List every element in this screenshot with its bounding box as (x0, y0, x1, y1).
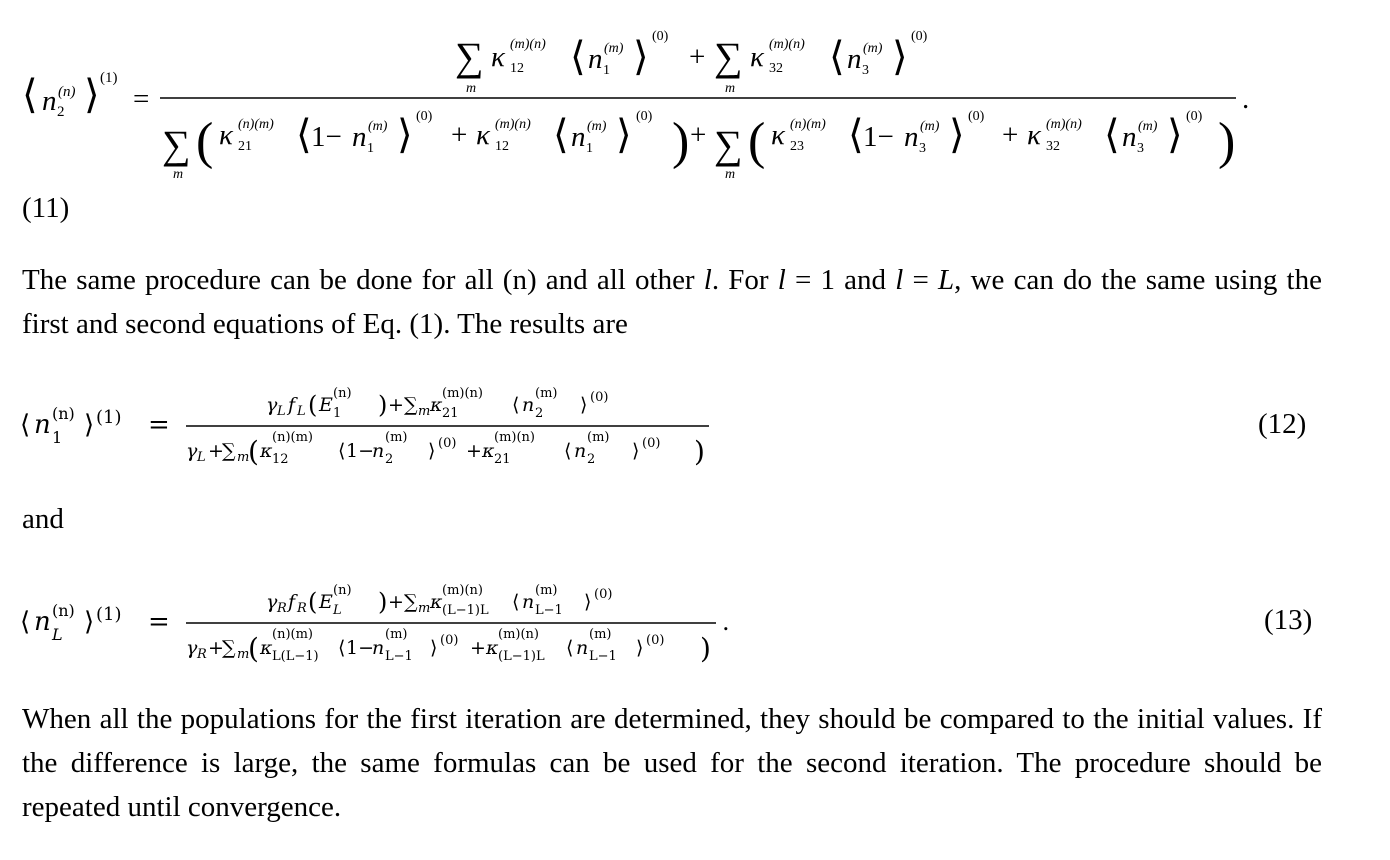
svg-text:(0): (0) (646, 633, 665, 648)
svg-text:E: E (319, 591, 333, 613)
svg-text:∑: ∑ (222, 440, 236, 462)
svg-text:m: m (725, 81, 736, 96)
svg-text:⟩: ⟩ (84, 410, 95, 440)
eq11-lhs-outer-sup: (1) (100, 70, 118, 86)
svg-text:R: R (297, 601, 307, 616)
svg-text:): ) (378, 588, 388, 616)
svg-text:(m)(n): (m)(n) (494, 430, 535, 445)
eq11-equals: = (133, 83, 150, 115)
svg-text:⟩: ⟩ (616, 112, 632, 157)
svg-text:κ: κ (430, 394, 443, 416)
svg-text:n: n (522, 591, 535, 613)
svg-text:γ: γ (266, 591, 278, 613)
svg-text:+: + (388, 591, 404, 613)
svg-text:κ: κ (260, 440, 273, 462)
svg-text:L: L (52, 625, 63, 644)
svg-text:(0): (0) (1186, 109, 1203, 124)
svg-text:⟨: ⟨ (1104, 112, 1120, 157)
svg-text:⟩: ⟩ (636, 637, 644, 659)
eq12-lhs (20, 404, 170, 447)
svg-text:2: 2 (587, 452, 596, 467)
svg-text:(n): (n) (52, 601, 75, 620)
svg-text:κ: κ (486, 637, 499, 659)
svg-text:f: f (288, 591, 296, 613)
svg-text:m: m (466, 81, 477, 96)
svg-text:L−1: L−1 (535, 603, 563, 618)
svg-text:⟨: ⟨ (553, 112, 569, 157)
eq13-numerator (266, 583, 612, 618)
svg-text:(m)(n): (m)(n) (495, 117, 531, 132)
svg-text:⟩: ⟩ (1167, 112, 1183, 157)
eq11-lhs (22, 70, 149, 120)
svg-text:3: 3 (862, 63, 869, 78)
svg-text:∑: ∑ (404, 591, 418, 613)
svg-text:L(L−1): L(L−1) (272, 649, 319, 664)
svg-text:32: 32 (1046, 139, 1060, 154)
svg-text:(m): (m) (587, 430, 610, 445)
svg-text:(m)(n): (m)(n) (769, 37, 805, 52)
svg-text:3: 3 (1137, 141, 1144, 156)
svg-text:(m): (m) (589, 627, 612, 642)
svg-text:=: = (148, 410, 170, 440)
svg-text:32: 32 (769, 61, 783, 76)
eq11-lhs-n: n (42, 85, 57, 117)
eq11-lhs-sub: 2 (57, 104, 65, 120)
svg-text:κ: κ (491, 41, 505, 73)
svg-text:(: ( (748, 113, 766, 170)
svg-text:⟨: ⟨ (296, 112, 312, 157)
svg-text:+: + (690, 119, 707, 151)
svg-text:12: 12 (510, 61, 524, 76)
svg-text:⟩: ⟩ (397, 112, 413, 157)
svg-text:n: n (904, 121, 919, 153)
svg-text:L−1: L−1 (589, 649, 617, 664)
svg-text:κ: κ (771, 119, 785, 151)
svg-text:⟨: ⟨ (338, 637, 346, 659)
svg-text:L: L (197, 450, 206, 465)
svg-text:n: n (1122, 121, 1137, 153)
svg-text:⟩: ⟩ (632, 440, 640, 462)
svg-text:(m): (m) (385, 627, 408, 642)
svg-text:2: 2 (535, 406, 544, 421)
svg-text:(: ( (308, 391, 318, 419)
svg-text:γ: γ (186, 440, 198, 462)
svg-text:⟨: ⟨ (570, 34, 586, 79)
svg-text:(m)(n): (m)(n) (498, 627, 539, 642)
svg-text:(: ( (248, 632, 259, 665)
svg-text:(n)(m): (n)(m) (272, 627, 313, 642)
svg-text:(m)(n): (m)(n) (442, 386, 483, 401)
svg-text:κ: κ (1027, 119, 1041, 151)
svg-text:(m): (m) (535, 386, 558, 401)
svg-text:γ: γ (266, 394, 278, 416)
eq12-numerator (266, 386, 608, 421)
svg-text:∑: ∑ (222, 637, 236, 659)
eq13-denominator (186, 627, 711, 665)
svg-text:n: n (372, 440, 385, 462)
svg-text:(m): (m) (535, 583, 558, 598)
svg-text:⟨: ⟨ (512, 394, 520, 416)
eq13-lhs (20, 601, 170, 644)
eq11-numerator (455, 29, 928, 96)
svg-text:∑: ∑ (714, 34, 743, 79)
svg-text:κ: κ (476, 119, 490, 151)
svg-text:(L−1)L: (L−1)L (442, 603, 489, 618)
svg-text:(0): (0) (968, 109, 985, 124)
eq12-denominator (186, 430, 705, 468)
svg-text:(m)(n): (m)(n) (510, 37, 546, 52)
svg-text:⟨: ⟨ (566, 637, 574, 659)
equation-13 (0, 572, 1390, 672)
svg-text:n: n (576, 637, 589, 659)
svg-text:+: + (208, 637, 224, 659)
svg-text:3: 3 (919, 141, 926, 156)
svg-text:): ) (694, 435, 705, 468)
svg-text:⟩: ⟩ (430, 637, 438, 659)
svg-text:(: ( (308, 588, 318, 616)
svg-text:n: n (588, 43, 603, 75)
svg-text:1: 1 (333, 406, 342, 421)
svg-text:(0): (0) (911, 29, 928, 44)
svg-text:n: n (34, 607, 51, 637)
svg-text:n: n (372, 637, 385, 659)
svg-text:(m): (m) (863, 41, 883, 56)
svg-text:(L−1)L: (L−1)L (498, 649, 545, 664)
svg-text:21: 21 (494, 452, 511, 467)
svg-text:(0): (0) (416, 109, 433, 124)
svg-text:⟩: ⟩ (428, 440, 436, 462)
svg-text:m: m (418, 404, 431, 419)
svg-text:+: + (470, 637, 486, 659)
svg-text:=: = (148, 607, 170, 637)
svg-text:m: m (173, 167, 184, 182)
svg-text:+: + (1002, 119, 1019, 151)
svg-text:(n)(m): (n)(m) (238, 117, 274, 132)
svg-text:n: n (352, 121, 367, 153)
connector-and: and (22, 503, 64, 535)
svg-text:⟨: ⟨ (848, 112, 864, 157)
svg-text:(0): (0) (652, 29, 669, 44)
svg-text:(m)(n): (m)(n) (1046, 117, 1082, 132)
svg-text:κ: κ (430, 591, 443, 613)
svg-text:12: 12 (495, 139, 509, 154)
svg-text:κ: κ (750, 41, 764, 73)
svg-text:(1): (1) (96, 604, 122, 625)
svg-text:(0): (0) (594, 587, 613, 602)
svg-text:⟨: ⟨ (564, 440, 572, 462)
svg-text:(0): (0) (636, 109, 653, 124)
paragraph-2: When all the populations for the first iteration are determined, they should be compared to the initial values. If the difference is large, the same formulas can be used for the second iteration. The procedure should be repeated until convergence. (22, 703, 1322, 823)
svg-text:+: + (388, 394, 404, 416)
svg-text:2: 2 (385, 452, 394, 467)
svg-text:(0): (0) (642, 436, 661, 451)
svg-text:L−1: L−1 (385, 649, 413, 664)
svg-text:): ) (700, 632, 711, 665)
svg-text:⟩: ⟩ (949, 112, 965, 157)
svg-text:⟨: ⟨ (20, 410, 31, 440)
svg-text:n: n (571, 121, 586, 153)
svg-text:(n): (n) (333, 386, 352, 401)
svg-text:): ) (672, 113, 690, 170)
eq11-lhs-sup: (n) (58, 84, 76, 100)
svg-text:23: 23 (790, 139, 804, 154)
svg-text:1−: 1− (311, 121, 342, 153)
svg-text:+: + (208, 440, 224, 462)
svg-text:⟨: ⟨ (20, 607, 31, 637)
svg-text:(m): (m) (1138, 119, 1158, 134)
svg-text:(: ( (196, 113, 214, 170)
svg-text:γ: γ (186, 637, 198, 659)
svg-text:12: 12 (272, 452, 289, 467)
svg-text:∑: ∑ (455, 34, 484, 79)
svg-text:+: + (466, 440, 482, 462)
svg-text:⟩: ⟩ (584, 591, 592, 613)
equation-11-number: (11) (22, 192, 70, 224)
svg-text:1: 1 (367, 141, 374, 156)
paragraph-1: The same procedure can be done for all (n) and all other l. For l = 1 and l = L, we can do the same using the first and second equations of Eq. (1). The results are (22, 264, 1322, 340)
svg-text:n: n (522, 394, 535, 416)
svg-text:(0): (0) (440, 633, 459, 648)
svg-text:⟨: ⟨ (22, 72, 38, 117)
equation-12-number: (12) (1258, 408, 1307, 440)
svg-text:∑: ∑ (162, 122, 191, 167)
svg-text:m: m (418, 601, 431, 616)
svg-text:(m): (m) (604, 41, 624, 56)
svg-text:m: m (725, 167, 736, 182)
svg-text:(: ( (248, 435, 259, 468)
eq11-denominator (162, 109, 1235, 182)
svg-text:κ: κ (260, 637, 273, 659)
svg-text:21: 21 (442, 406, 459, 421)
svg-text:(0): (0) (438, 436, 457, 451)
svg-text:R: R (277, 601, 287, 616)
svg-text:L: L (277, 404, 286, 419)
svg-text:m: m (237, 450, 250, 465)
svg-text:∑: ∑ (714, 122, 743, 167)
svg-text:(n): (n) (333, 583, 352, 598)
eq11-period: . (1242, 83, 1250, 115)
svg-text:(0): (0) (590, 390, 609, 405)
svg-text:L: L (297, 404, 306, 419)
svg-text:⟩: ⟩ (84, 72, 100, 117)
svg-text:⟩: ⟩ (580, 394, 588, 416)
svg-text:1: 1 (52, 428, 63, 447)
svg-text:(m)(n): (m)(n) (442, 583, 483, 598)
svg-text:κ: κ (482, 440, 495, 462)
svg-text:(m): (m) (385, 430, 408, 445)
svg-text:(n)(m): (n)(m) (272, 430, 313, 445)
svg-text:+: + (689, 41, 706, 73)
svg-text:⟨: ⟨ (338, 440, 346, 462)
equation-13-number: (13) (1264, 604, 1313, 636)
equation-12 (0, 375, 1390, 475)
svg-text:m: m (237, 647, 250, 662)
svg-text:⟨: ⟨ (512, 591, 520, 613)
svg-text:n: n (574, 440, 587, 462)
svg-text:R: R (197, 647, 207, 662)
svg-text:E: E (319, 394, 333, 416)
svg-text:(1): (1) (96, 407, 122, 428)
svg-text:): ) (1218, 113, 1236, 170)
svg-text:⟨: ⟨ (829, 34, 845, 79)
svg-text:κ: κ (219, 119, 233, 151)
svg-text:∑: ∑ (404, 394, 418, 416)
svg-text:L: L (333, 603, 342, 618)
svg-text:+: + (451, 119, 468, 151)
svg-text:(m): (m) (368, 119, 388, 134)
svg-text:1−: 1− (863, 121, 894, 153)
svg-text:⟩: ⟩ (633, 34, 649, 79)
svg-text:⟩: ⟩ (892, 34, 908, 79)
eq13-period: . (722, 608, 730, 636)
svg-text:1−: 1− (346, 440, 375, 462)
svg-text:(m): (m) (920, 119, 940, 134)
svg-text:21: 21 (238, 139, 252, 154)
svg-text:1: 1 (586, 141, 593, 156)
svg-text:f: f (288, 394, 296, 416)
equation-11 (0, 0, 1390, 190)
svg-text:n: n (34, 410, 51, 440)
svg-text:1−: 1− (346, 637, 375, 659)
svg-text:⟩: ⟩ (84, 607, 95, 637)
svg-text:(n): (n) (52, 404, 75, 423)
svg-text:1: 1 (603, 63, 610, 78)
svg-text:n: n (847, 43, 862, 75)
svg-text:): ) (378, 391, 388, 419)
svg-text:(m): (m) (587, 119, 607, 134)
svg-text:(n)(m): (n)(m) (790, 117, 826, 132)
